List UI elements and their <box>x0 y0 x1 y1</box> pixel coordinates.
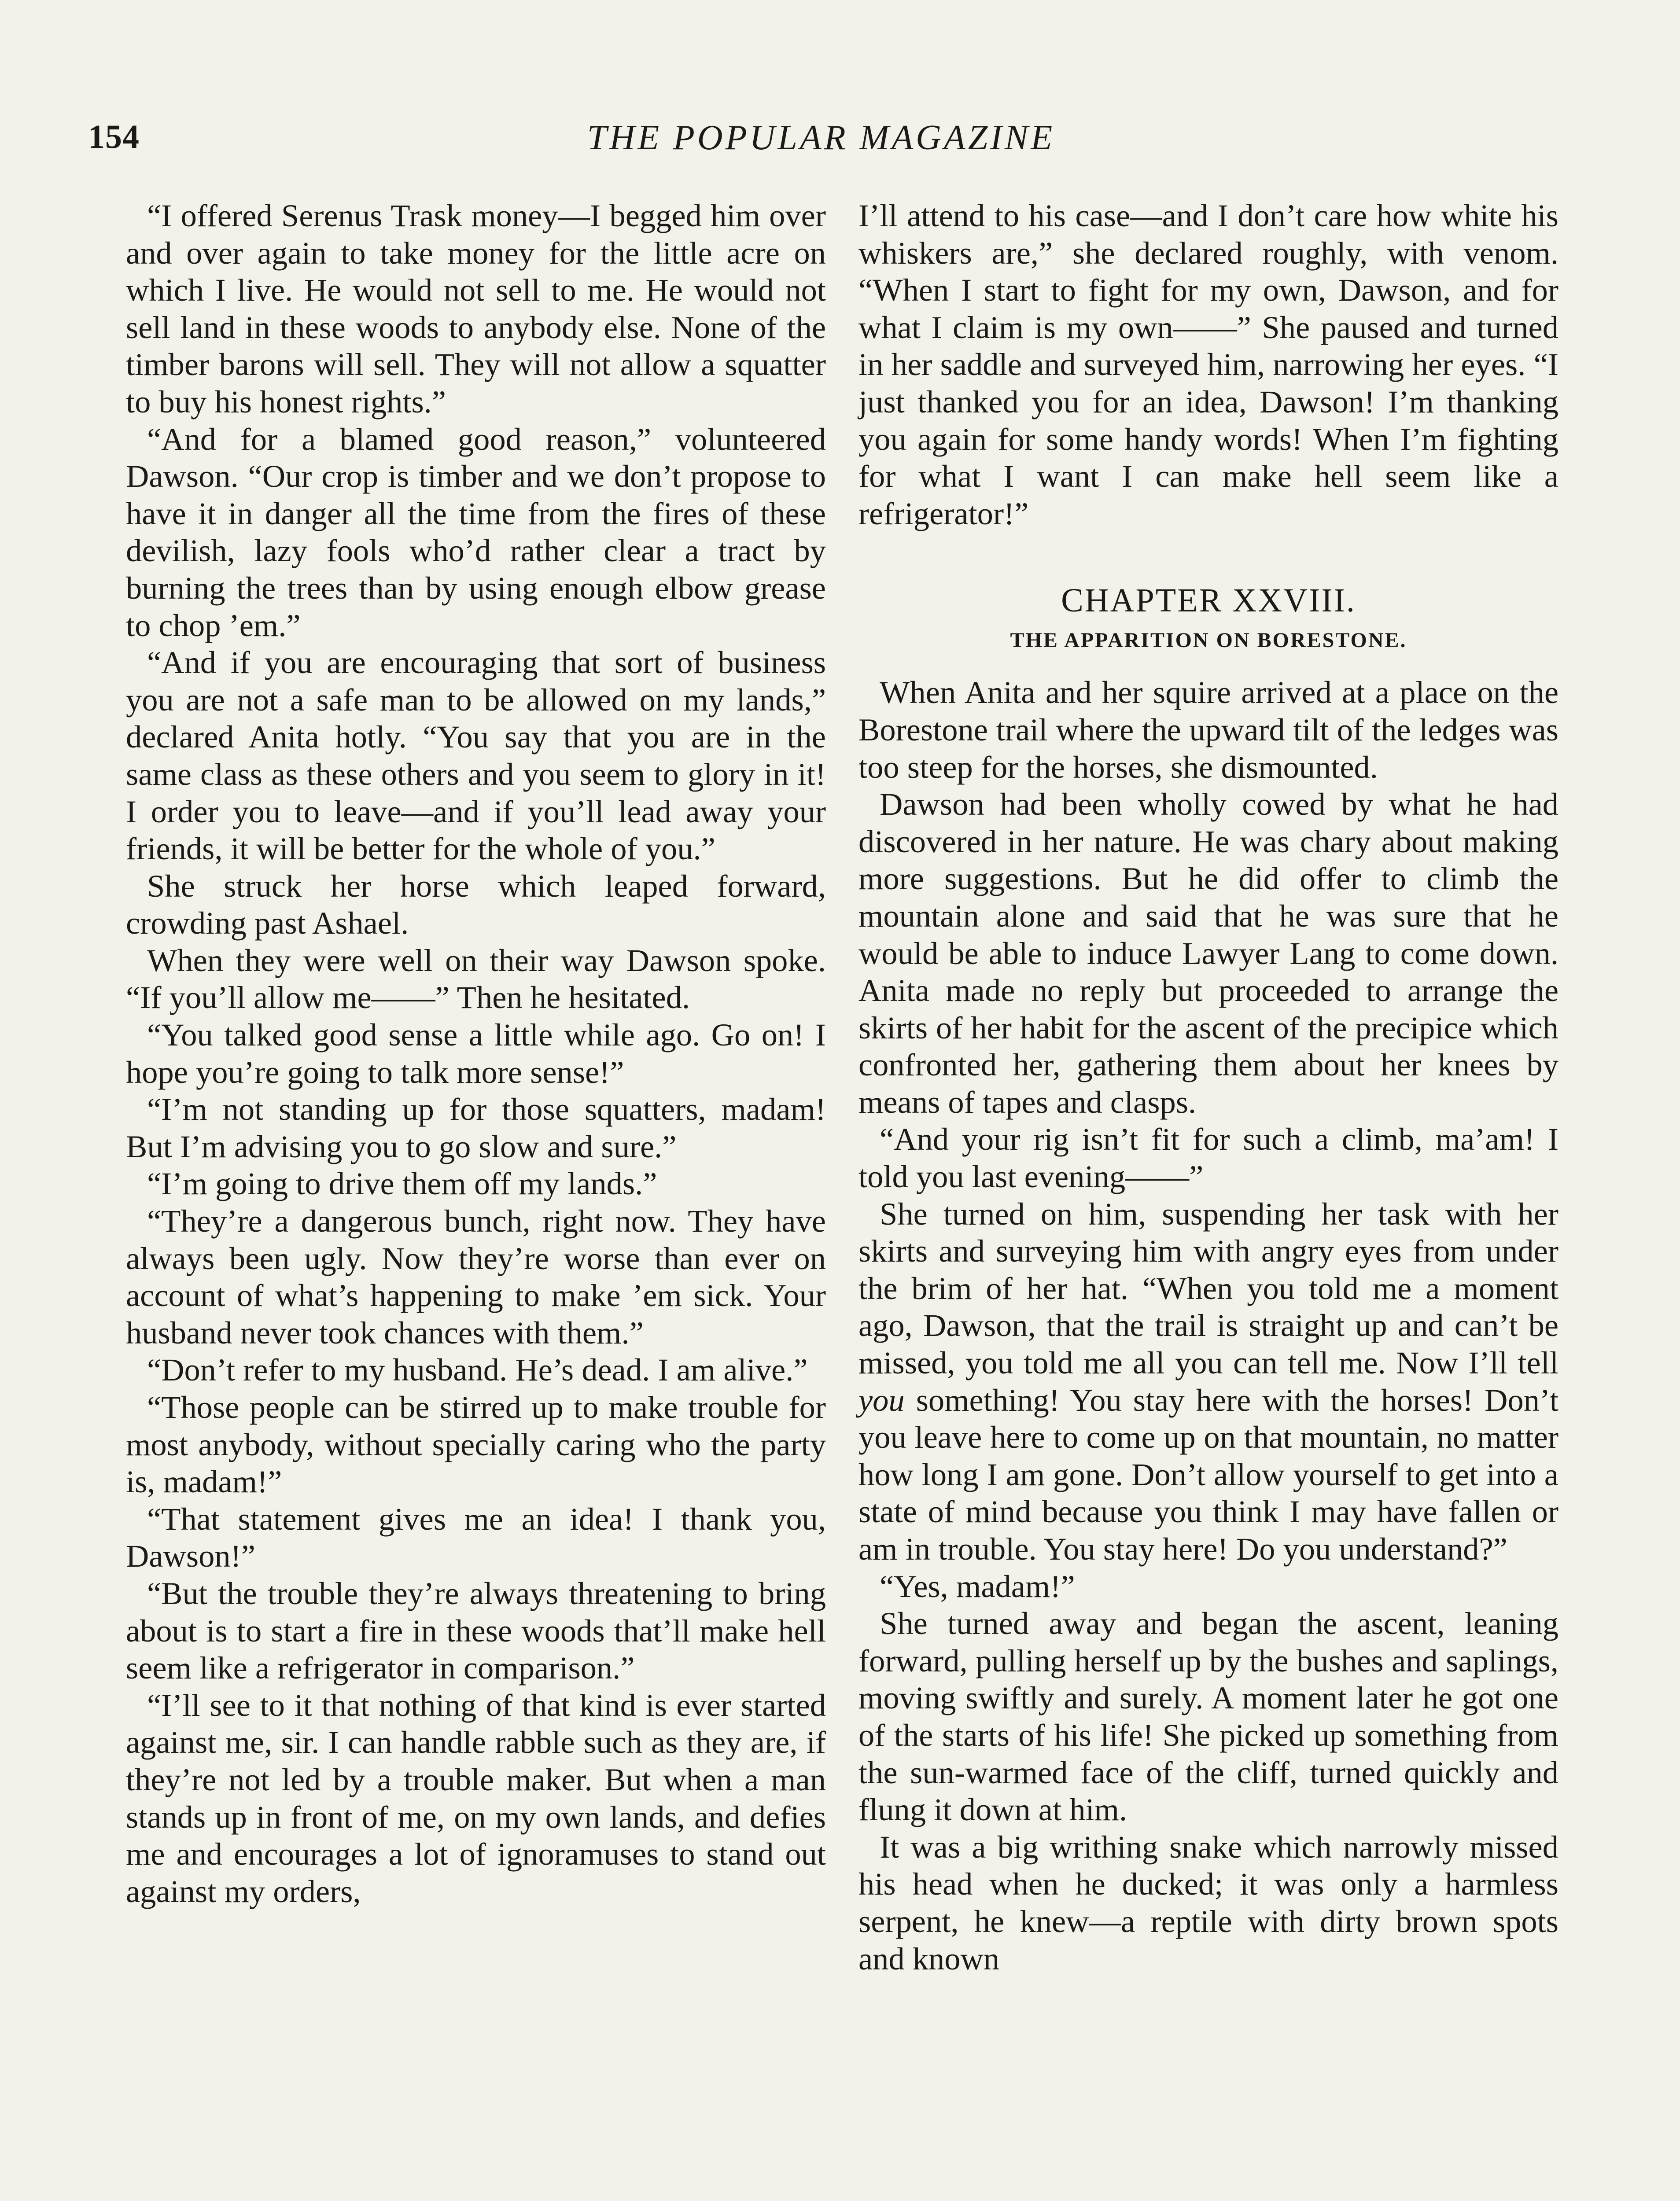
paragraph: “I’ll see to it that nothing of that kind is ever started against me, sir. I can handle rabble such as they are, if they’re not led by a trouble maker. But when a man stands up in front of me, on my own lands, and defies me and encourages a lot of ignoramuses to stand out against my orders, <box>126 1687 826 1909</box>
paragraph: “And for a blamed good reason,” volunteered Dawson. “Our crop is timber and we don’t propose to have it in danger all the time from the fires of these devilish, lazy fools who’d rather clear a tract by burning the trees than by using enough elbow grease to chop ’em.” <box>126 421 826 643</box>
emphasis-word: you <box>858 1382 905 1418</box>
running-title: THE POPULAR MAGAZINE <box>587 118 1055 157</box>
paragraph: “I’m going to drive them off my lands.” <box>147 1166 657 1202</box>
paragraph: “They’re a dangerous bunch, right now. They have always been ugly. Now they’re worse than ever on account of what’s happening to make ’em sick. Your husband never took chances with them.” <box>126 1203 826 1351</box>
chapter-heading: CHAPTER XXVIII. <box>1061 582 1356 619</box>
chapter-subheading: THE APPARITION ON BORESTONE. <box>1010 629 1407 652</box>
paragraph: “I offered Serenus Trask money—I begged him over and over again to take money for the little acre on which I live. He would not sell to me. He would not sell land in these woods to anybody else. None of the timber barons will sell. They will not allow a squatter to buy his honest rights.” <box>126 198 826 420</box>
continuation-paragraph: I’ll attend to his case—and I don’t care how white his whiskers are,” she declared roughly, with venom. “When I start to fight for my own, Dawson, and for what I claim is my own——” She paused and turned in her saddle and surveyed him, narrowing her eyes. “I just thanked you for an idea, Dawson! I’m thanking you again for some handy words! When I’m fighting for what I want I can make hell seem like a refrigerator!” <box>858 198 1558 531</box>
paragraph: “And if you are encouraging that sort of business you are not a safe man to be allowed on my lands,” declared Anita hotly. “You say that you are in the same class as these others and you seem to glory in it! I order you to leave—and if you’ll lead away your friends, it will be better for the whole of you.” <box>126 644 826 867</box>
paragraph: She struck her horse which leaped forward, crowding past Ashael. <box>126 868 826 941</box>
right-column <box>858 197 1558 1977</box>
paragraph: “Yes, madam!” <box>880 1568 1075 1604</box>
paragraph: “But the trouble they’re always threatening to bring about is to start a fire in these woods that’ll make hell seem like a refrigerator in comparison.” <box>126 1575 826 1686</box>
paragraph: When they were well on their way Dawson spoke. “If you’ll allow me——” Then he hesitated. <box>126 942 826 1016</box>
paragraph: “You talked good sense a little while ago. Go on! I hope you’re going to talk more sense!” <box>126 1017 826 1090</box>
paragraph <box>858 1196 1558 1568</box>
text-run: something! You stay here with the horses! Don’t you leave here to come up on that mountain, no matter how long I am gone. Don’t allow yourself to get into a state of mind because you think I may have fallen or am in trouble. You stay here! Do you understand?” <box>858 1382 1558 1567</box>
page-header <box>88 118 1554 166</box>
page-number: 154 <box>88 118 140 155</box>
paragraph: “I’m not standing up for those squatters, madam! But I’m advising you to go slow and sure.” <box>126 1091 826 1164</box>
paragraph: She turned away and began the ascent, leaning forward, pulling herself up by the bushes and saplings, moving swiftly and surely. A moment later he got one of the starts of his life! She picked up something from the sun-warmed face of the cliff, turned quickly and flung it down at him. <box>858 1605 1558 1828</box>
paragraph: When Anita and her squire arrived at a place on the Borestone trail where the upward tilt of the ledges was too steep for the horses, she dismounted. <box>858 674 1558 785</box>
paragraph: “Those people can be stirred up to make trouble for most anybody, without specially caring who the party is, madam!” <box>126 1389 826 1500</box>
paragraph: “That statement gives me an idea! I thank you, Dawson!” <box>126 1501 826 1574</box>
left-column <box>126 197 826 1910</box>
paragraph: It was a big writhing snake which narrowly missed his head when he ducked; it was only a harmless serpent, he knew—a reptile with dirty brown spots and known <box>858 1829 1558 1976</box>
paragraph: “Don’t refer to my husband. He’s dead. I am alive.” <box>147 1352 808 1388</box>
paragraph: “And your rig isn’t fit for such a climb, ma’am! I told you last evening——” <box>858 1121 1558 1195</box>
text-run: She turned on him, suspending her task with her skirts and surveying him with angry eyes from under the brim of her hat. “When you told me a moment ago, Dawson, that the trail is straight up and can’t be missed, you told me all you can tell me. Now I’ll tell <box>858 1196 1558 1381</box>
paragraph: Dawson had been wholly cowed by what he had discovered in her nature. He was chary about making more suggestions. But he did offer to climb the mountain alone and said that he was sure that he would be able to induce Lawyer Lang to come down. Anita made no reply but proceeded to arrange the skirts of her habit for the ascent of the precipice which confronted her, gathering them about her knees by means of tapes and clasps. <box>858 786 1558 1120</box>
